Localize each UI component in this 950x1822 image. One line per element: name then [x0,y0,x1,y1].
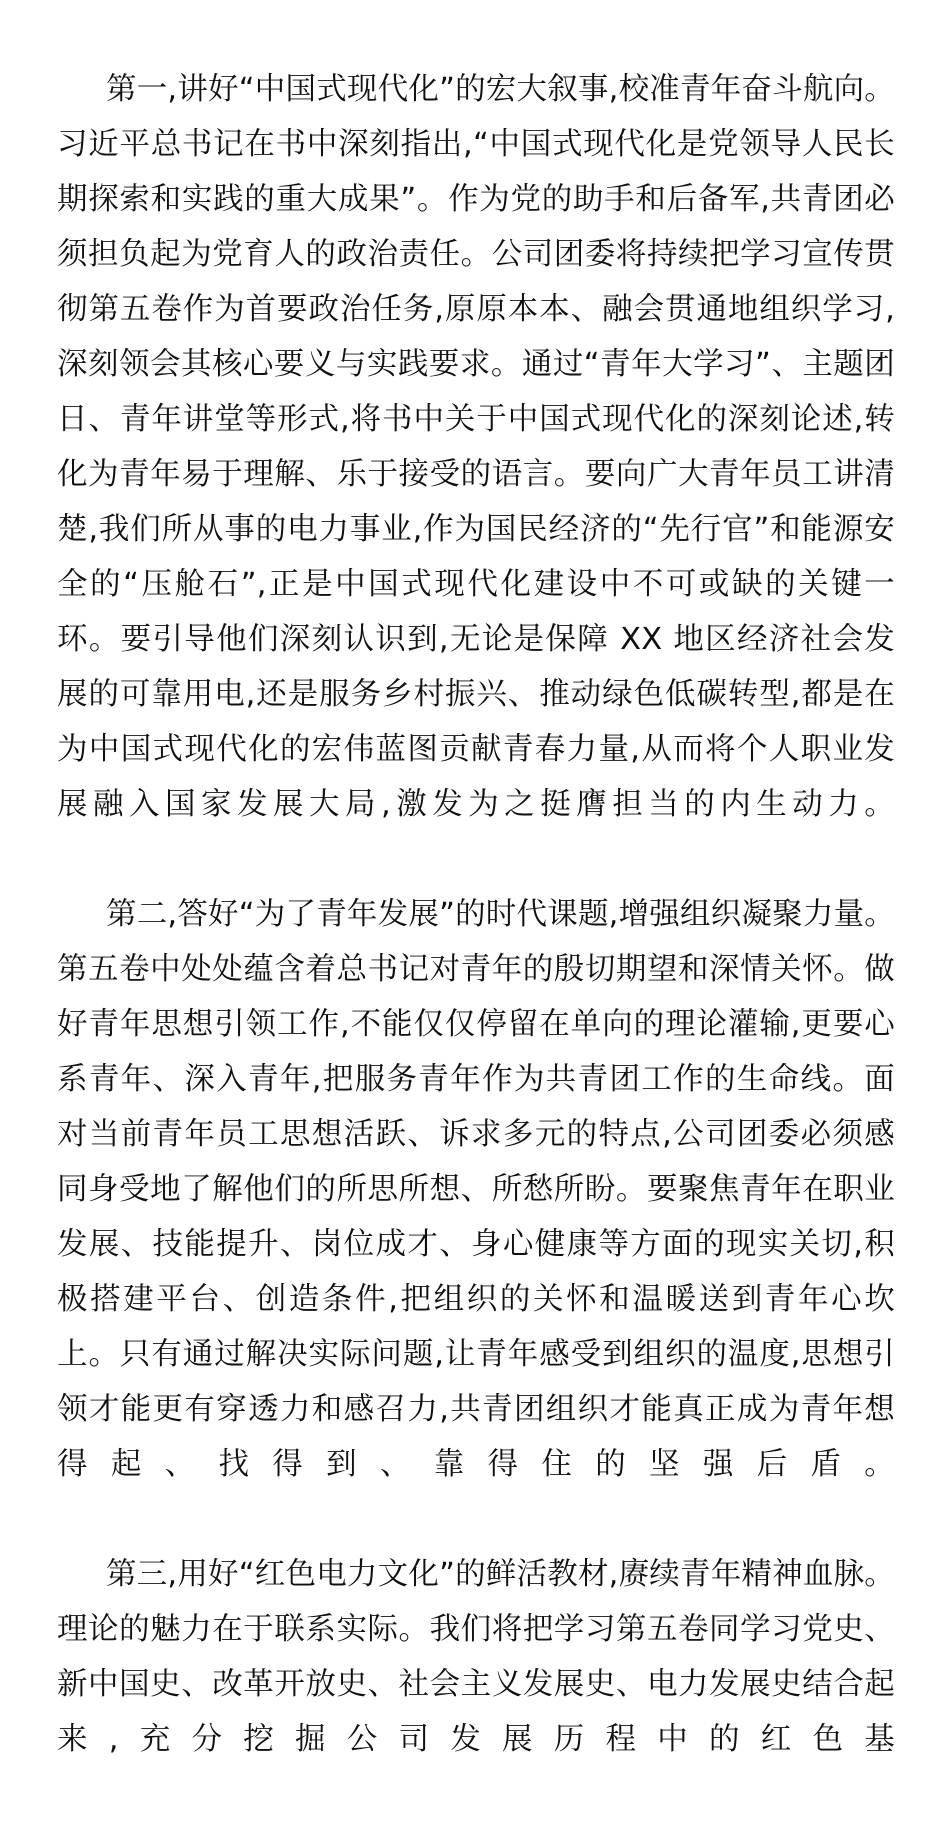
paragraph-1: 第一,讲好“中国式现代化”的宏大叙事,校准青年奋斗航向。习近平总书记在书中深刻指出,“中国式现代化是党领导人民长期探索和实践的重大成果”。作为党的助手和后备军,共青团必须担负起为党育人的政治责任。公司团委将持续把学习宣传贯彻第五卷作为首要政治任务,原原本本、融会贯通地组织学习,深刻领会其核心要义与实践要求。通过“青年大学习”、主题团日、青年讲堂等形式,将书中关于中国式现代化的深刻论述,转化为青年易于理解、乐于接受的语言。要向广大青年员工讲清楚,我们所从事的电力事业,作为国民经济的“先行官”和能源安全的“压舱石”,正是中国式现代化建设中不可或缺的关键一环。要引导他们深刻认识到,无论是保障 XX 地区经济社会发展的可靠用电,还是服务乡村振兴、推动绿色低碳转型,都是在为中国式现代化的宏伟蓝图贡献青春力量,从而将个人职业发展融入国家发展大局,激发为之挺膺担当的内生动力。 [57,72,895,822]
paragraph-2: 第二,答好“为了青年发展”的时代课题,增强组织凝聚力量。第五卷中处处蕴含着总书记对青年的殷切期望和深情关怀。做好青年思想引领工作,不能仅仅停留在单向的理论灌输,更要心系青年、深入青年,把服务青年作为共青团工作的生命线。面对当前青年员工思想活跃、诉求多元的特点,公司团委必须感同身受地了解他们的所思所想、所愁所盼。要聚焦青年在职业发展、技能提升、岗位成才、身心健康等方面的现实关切,积极搭建平台、创造条件,把组织的关怀和温暖送到青年心坎上。只有通过解决实际问题,让青年感受到组织的温度,思想引领才能更有穿透力和感召力,共青团组织才能真正成为青年想得起、找得到、靠得住的坚强后盾。 [57,897,895,1482]
document-text-body [57,62,895,1822]
paragraph-3: 第三,用好“红色电力文化”的鲜活教材,赓续青年精神血脉。理论的魅力在于联系实际。我们将把学习第五卷同学习党史、新中国史、改革开放史、社会主义发展史、电力发展史结合起来,充分挖掘公司发展历程中的红色基 [57,1557,895,1757]
